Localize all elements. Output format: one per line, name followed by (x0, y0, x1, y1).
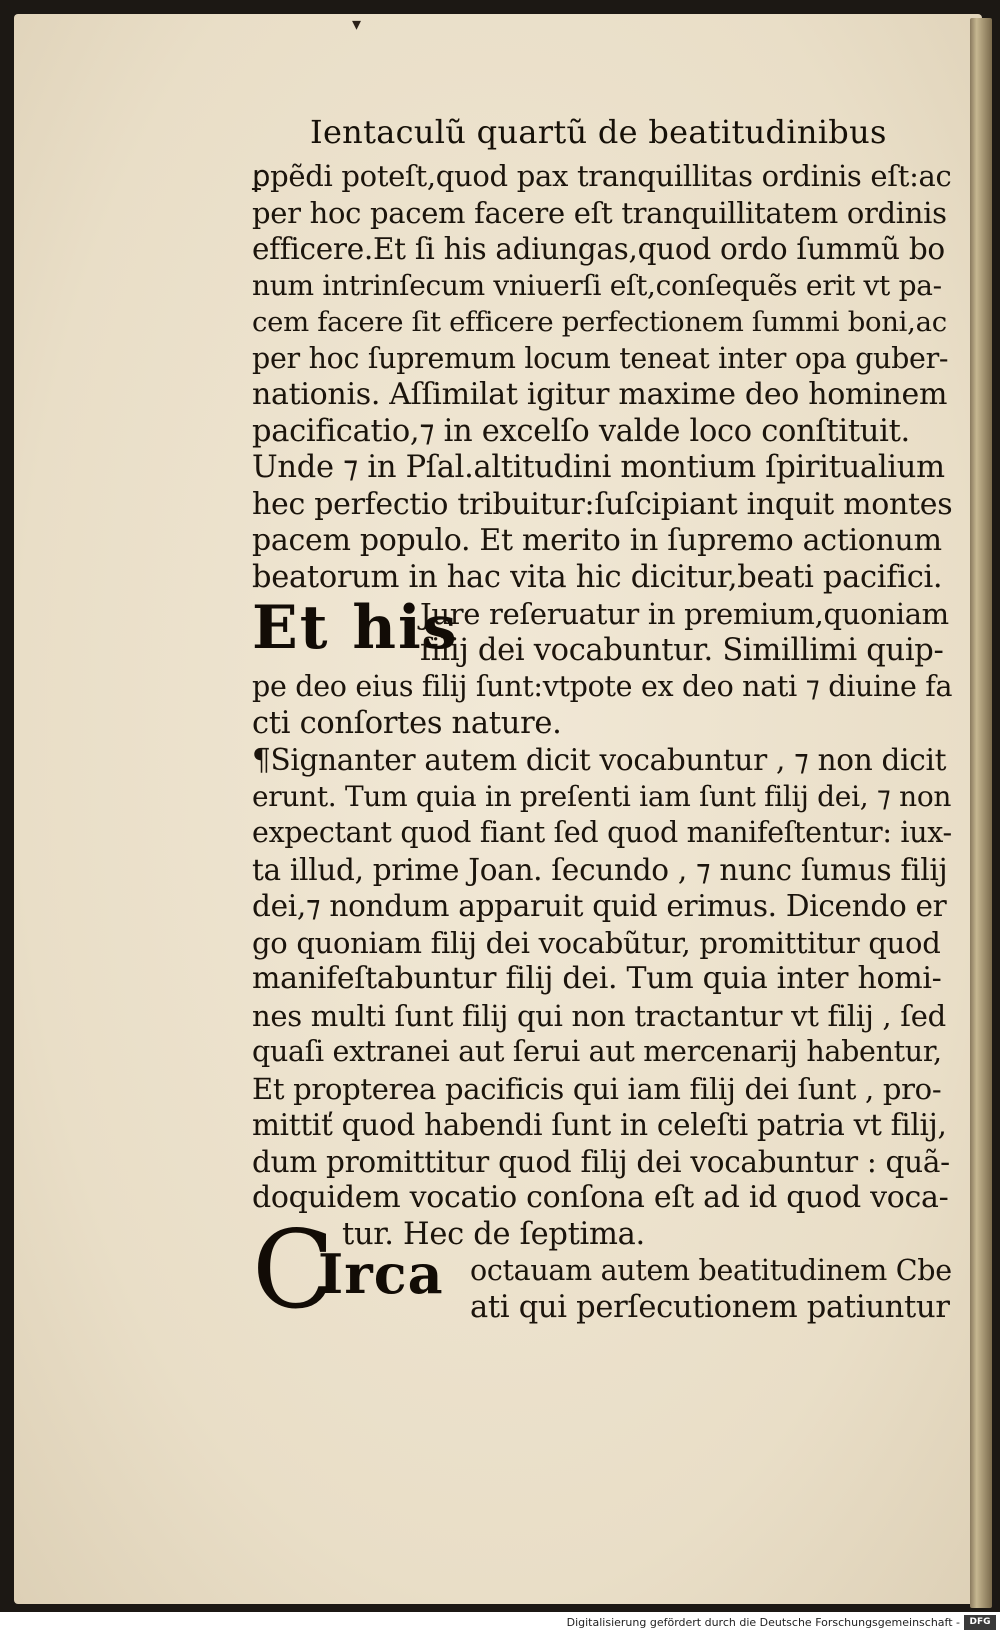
decorated-initial-irca: Irca (318, 1241, 444, 1306)
running-head: Ientaculũ quartũ de beatitudinibus (310, 113, 887, 151)
decorated-initial-c: C (252, 1207, 335, 1333)
text-line: dei,⁊ nondum apparuit quid erimus. Dicendo er (252, 889, 947, 923)
text-line: manifeſtabuntur filij dei. Tum quia inter homi- (252, 961, 942, 996)
text-line: Unde ⁊ in Pſal.altitudini montium ſpiritualium (252, 450, 945, 485)
text-line: filij dei vocabuntur. Simillimi quip- (420, 632, 944, 668)
text-line: ati qui perſecutionem patiuntur (470, 1289, 950, 1325)
text-line: dum promittitur quod filij dei vocabuntur : quã- (252, 1144, 950, 1179)
text-line: quaſi extranei aut ſerui aut mercenarij habentur, (252, 1035, 942, 1068)
text-line: tur. Hec de ſeptima. (342, 1216, 645, 1252)
text-line: ꝑpẽdi poteſt,quod pax tranquillitas ordinis eſt:ac (252, 159, 952, 193)
footer-bar (0, 1612, 1000, 1632)
text-line: ¶Signanter autem dicit vocabuntur , ⁊ non dicit (252, 743, 947, 777)
text-line: efficere.Et ſi his adiungas,quod ordo ſummũ bo (252, 232, 945, 266)
dfg-logo: DFG (964, 1615, 996, 1630)
text-line: ta illud, prime Joan. ſecundo , ⁊ nunc ſumus filij (252, 852, 948, 887)
text-line: erunt. Tum quia in preſenti iam ſunt filij dei, ⁊ non (252, 779, 952, 813)
text-line: octauam autem beatitudinem Cbe (470, 1254, 952, 1287)
circa-section (252, 1207, 952, 1333)
text-line: pe deo eius filij ſunt:vtpote ex deo nati ⁊ diuine fa (252, 670, 953, 703)
text-line: doquidem vocatio conſona eſt ad id quod voca- (252, 1180, 949, 1215)
text-line: nes multi ſunt filij qui non tractantur vt filij , ſed (252, 998, 946, 1033)
text-line: cti conſortes nature. (252, 705, 562, 741)
text-line: pacificatio,⁊ in excelſo valde loco conſtituit. (252, 413, 910, 449)
text-line: Jure reſeruatur in premium,quoniam (420, 597, 949, 631)
paragraph-lines (252, 669, 952, 1217)
ink-mark: ▾ (352, 14, 362, 35)
funding-notice: Digitalisierung gefördert durch die Deutsche Forschungsgemeinschaft - (566, 1616, 960, 1629)
text-line: num intrinſecum vniuerſi eſt,conſequẽs erit vt pa- (252, 268, 942, 302)
paragraph-lines (252, 158, 952, 596)
text-line: beatorum in hac vita hic dicitur,beati pacifici. (252, 559, 943, 595)
text-line: expectant quod fiant ſed quod manifeſtentur: iux- (252, 816, 952, 849)
text-block (252, 158, 953, 1333)
text-line: nationis. Aſſimilat igitur maxime deo hominem (252, 377, 948, 412)
text-line: pacem populo. Et merito in ſupremo actionum (252, 523, 942, 558)
text-line: mittiť quod habendi ſunt in celeſti patria vt filij, (252, 1108, 947, 1142)
text-line: go quoniam filij dei vocabũtur, promittitur quod (252, 925, 941, 960)
text-line: per hoc ſupremum locum teneat inter opa guber- (252, 341, 949, 375)
decorated-initial-et-his: Et his (252, 593, 459, 663)
text-line: Et propterea pacificis qui iam filij dei ſunt , pro- (252, 1071, 942, 1106)
page-edge-shadow (970, 18, 992, 1608)
et-his-section (252, 593, 952, 669)
text-line: cem facere ſit efficere perfectionem ſummi boni,ac (252, 306, 947, 338)
text-line: hec perfectio tribuitur:ſuſcipiant inquit montes (252, 486, 953, 522)
text-line: per hoc pacem facere eſt tranquillitatem ordinis (252, 195, 947, 230)
